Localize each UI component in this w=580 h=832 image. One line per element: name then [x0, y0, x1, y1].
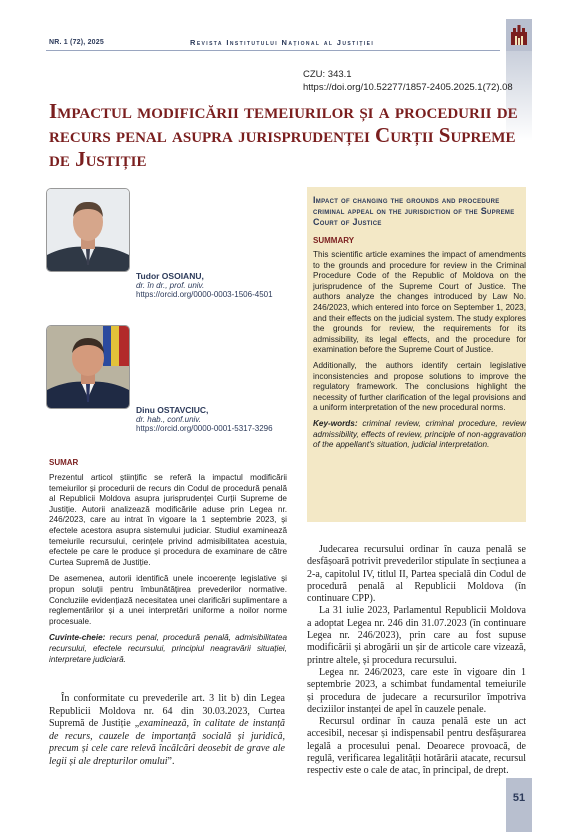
- author-orcid-link[interactable]: https://orcid.org/0000-0003-1506-4501: [136, 290, 273, 299]
- page-number: 51: [512, 792, 526, 804]
- keywords-text: criminal review, criminal procedure, review admissibility, effects of review, principle of non-aggravation of the appellant's situation, judicial interpretation.: [313, 418, 526, 450]
- portrait-image-icon: [47, 189, 129, 271]
- body-paragraph: Legea nr. 246/2023, care este în vigoare din 1 septembrie 2023, a schimbat fundamental temeiurile și procedura de judecare a recursurilor împotriva deciziilor instanței de apel în cauzele penale.: [307, 666, 526, 715]
- body-quote: examinează, în calitate de instanță de recurs, cauzele de importanță socială și juridică, precum și cele care relevă încălcări deosebit de grave ale legii și ale drepturilor omului: [49, 718, 285, 767]
- body-left-column: [49, 693, 285, 768]
- sumar-heading: SUMAR: [49, 458, 79, 467]
- author-photo-ostavciuc: [46, 325, 130, 409]
- article-meta: [303, 68, 513, 94]
- body-text-end: ”.: [167, 755, 175, 767]
- keywords-text: recurs penal, procedură penală, admisibilitatea recursului, efectele recursului, principiul neagravării situației, interpretare judiciară.: [49, 633, 287, 664]
- doi-link[interactable]: https://doi.org/10.52277/1857-2405.2025.1(72).08: [303, 82, 513, 93]
- author-orcid-link[interactable]: https://orcid.org/0000-0001-5317-3296: [136, 424, 273, 433]
- keywords-label: Key-words:: [313, 418, 358, 428]
- english-abstract: [313, 195, 526, 451]
- journal-logo-icon: [510, 24, 528, 46]
- author-photo-osoianu: [46, 188, 130, 272]
- romanian-summary: [49, 473, 287, 671]
- portrait-image-icon: [47, 326, 129, 408]
- english-title: Impact of changing the grounds and procedure criminal appeal on the jurisdiction of the Supreme Court of Justice: [313, 195, 515, 227]
- body-paragraph: [49, 693, 285, 768]
- english-summary-p1: This scientific article examines the impact of amendments to the grounds and procedure for review in the Criminal Procedure Code of the Republic of Moldova on the jurisprudence of the Supreme Court of Justice. The authors analyze the changes introduced by Law No. 246/2023, which entered into force on September 1, 2023, and their effects on the judicial system. The study explores the grounds for review, the requirements for its admissibility, its legal effects, and the procedure for examination before the Supreme Court of Justice.: [313, 250, 526, 355]
- author-info-osoianu: [136, 271, 296, 299]
- czu-code: CZU: 343.1: [303, 69, 352, 80]
- english-keywords: [313, 419, 526, 451]
- romanian-summary-p2: De asemenea, autorii identifică unele incoerențe legislative și propun soluții pentru îmbunătățirea prevederilor normative. Concluziile evidențiază necesitatea unei clarificări suplimentare a reglementărilor și a unei interpretări uniforme a noilor norme procesuale.: [49, 574, 287, 626]
- body-paragraph: La 31 iulie 2023, Parlamentul Republicii Moldova a adoptat Legea nr. 246 din 31.07.2023 (în continuare Legea nr. 246/2023), prin care au fost supuse modificării și abrogării un șir de articole care vizează, printre altele, și procedura recursului.: [307, 605, 526, 666]
- author-name: Tudor OSOIANU,: [136, 271, 204, 281]
- author-info-ostavciuc: [136, 405, 296, 433]
- body-right-column: [307, 544, 526, 778]
- english-summary-p2: Additionally, the authors identify certain legislative inconsistencies and propose solutions to improve the regulatory framework. The conclusions highlight the necessity of further clarification of the legal provisions and a uniform interpretation of the new procedural norms.: [313, 360, 526, 413]
- body-text-start: În conformitate cu prevederile art. 3 lit b) din Legea Republicii Moldova nr. 64 din 30.03.2023, Curtea Supremă de Justiție „: [49, 693, 285, 729]
- article-title: Impactul modificării temeiurilor și a procedurii de recurs penal asupra jurisprudenței Curții Supreme de Justiție: [49, 99, 518, 171]
- body-paragraph: Judecarea recursului ordinar în cauza penală se desfășoară potrivit prevederilor stipulate în secțiunea a 2-a, capitolul IV, titlul II, Partea specială din Codul de procedură penală al Republicii Moldova (în continuare CPP).: [307, 544, 526, 605]
- keywords-label: Cuvinte-cheie:: [49, 633, 106, 643]
- page-number-tab: [506, 778, 532, 832]
- journal-name: Revista Institutului Național al Justiției: [190, 38, 375, 47]
- issue-number: NR. 1 (72), 2025: [49, 39, 104, 46]
- summary-heading: SUMMARY: [313, 236, 355, 245]
- romanian-keywords: [49, 633, 287, 665]
- header-divider: [46, 50, 500, 51]
- body-paragraph: Recursul ordinar în cauza penală este un act accesibil, necesar și indispensabil pentru desfășurarea legală a procesului penal. Deoarece provoacă, de regulă, verificarea legalității hotărârii atacate, recursul respectiv este o cale de atac, în principal, de drept.: [307, 716, 526, 777]
- author-degree: dr. în dr., prof. univ.: [136, 281, 205, 290]
- romanian-summary-p1: Prezentul articol științific se referă la impactul modificării temeiurilor și procedurii de recurs din Codul de procedură penală al Republicii Moldova asupra jurisprudenței Curții Supreme de Justiție. Autorii analizează modificările aduse prin Legea nr. 246/2023, care au intrat în vigoare la 1 septembrie 2023, și efectele acestora asupra sistemului judiciar. Studiul examinează temeiurile recursului, cerințele privind admisibilitatea acestuia, efectele pe care le produce și procedura de examinare de către Curtea Supremă de Justiție.: [49, 473, 287, 567]
- author-degree: dr. hab., conf.univ.: [136, 415, 201, 424]
- author-name: Dinu OSTAVCIUC,: [136, 405, 209, 415]
